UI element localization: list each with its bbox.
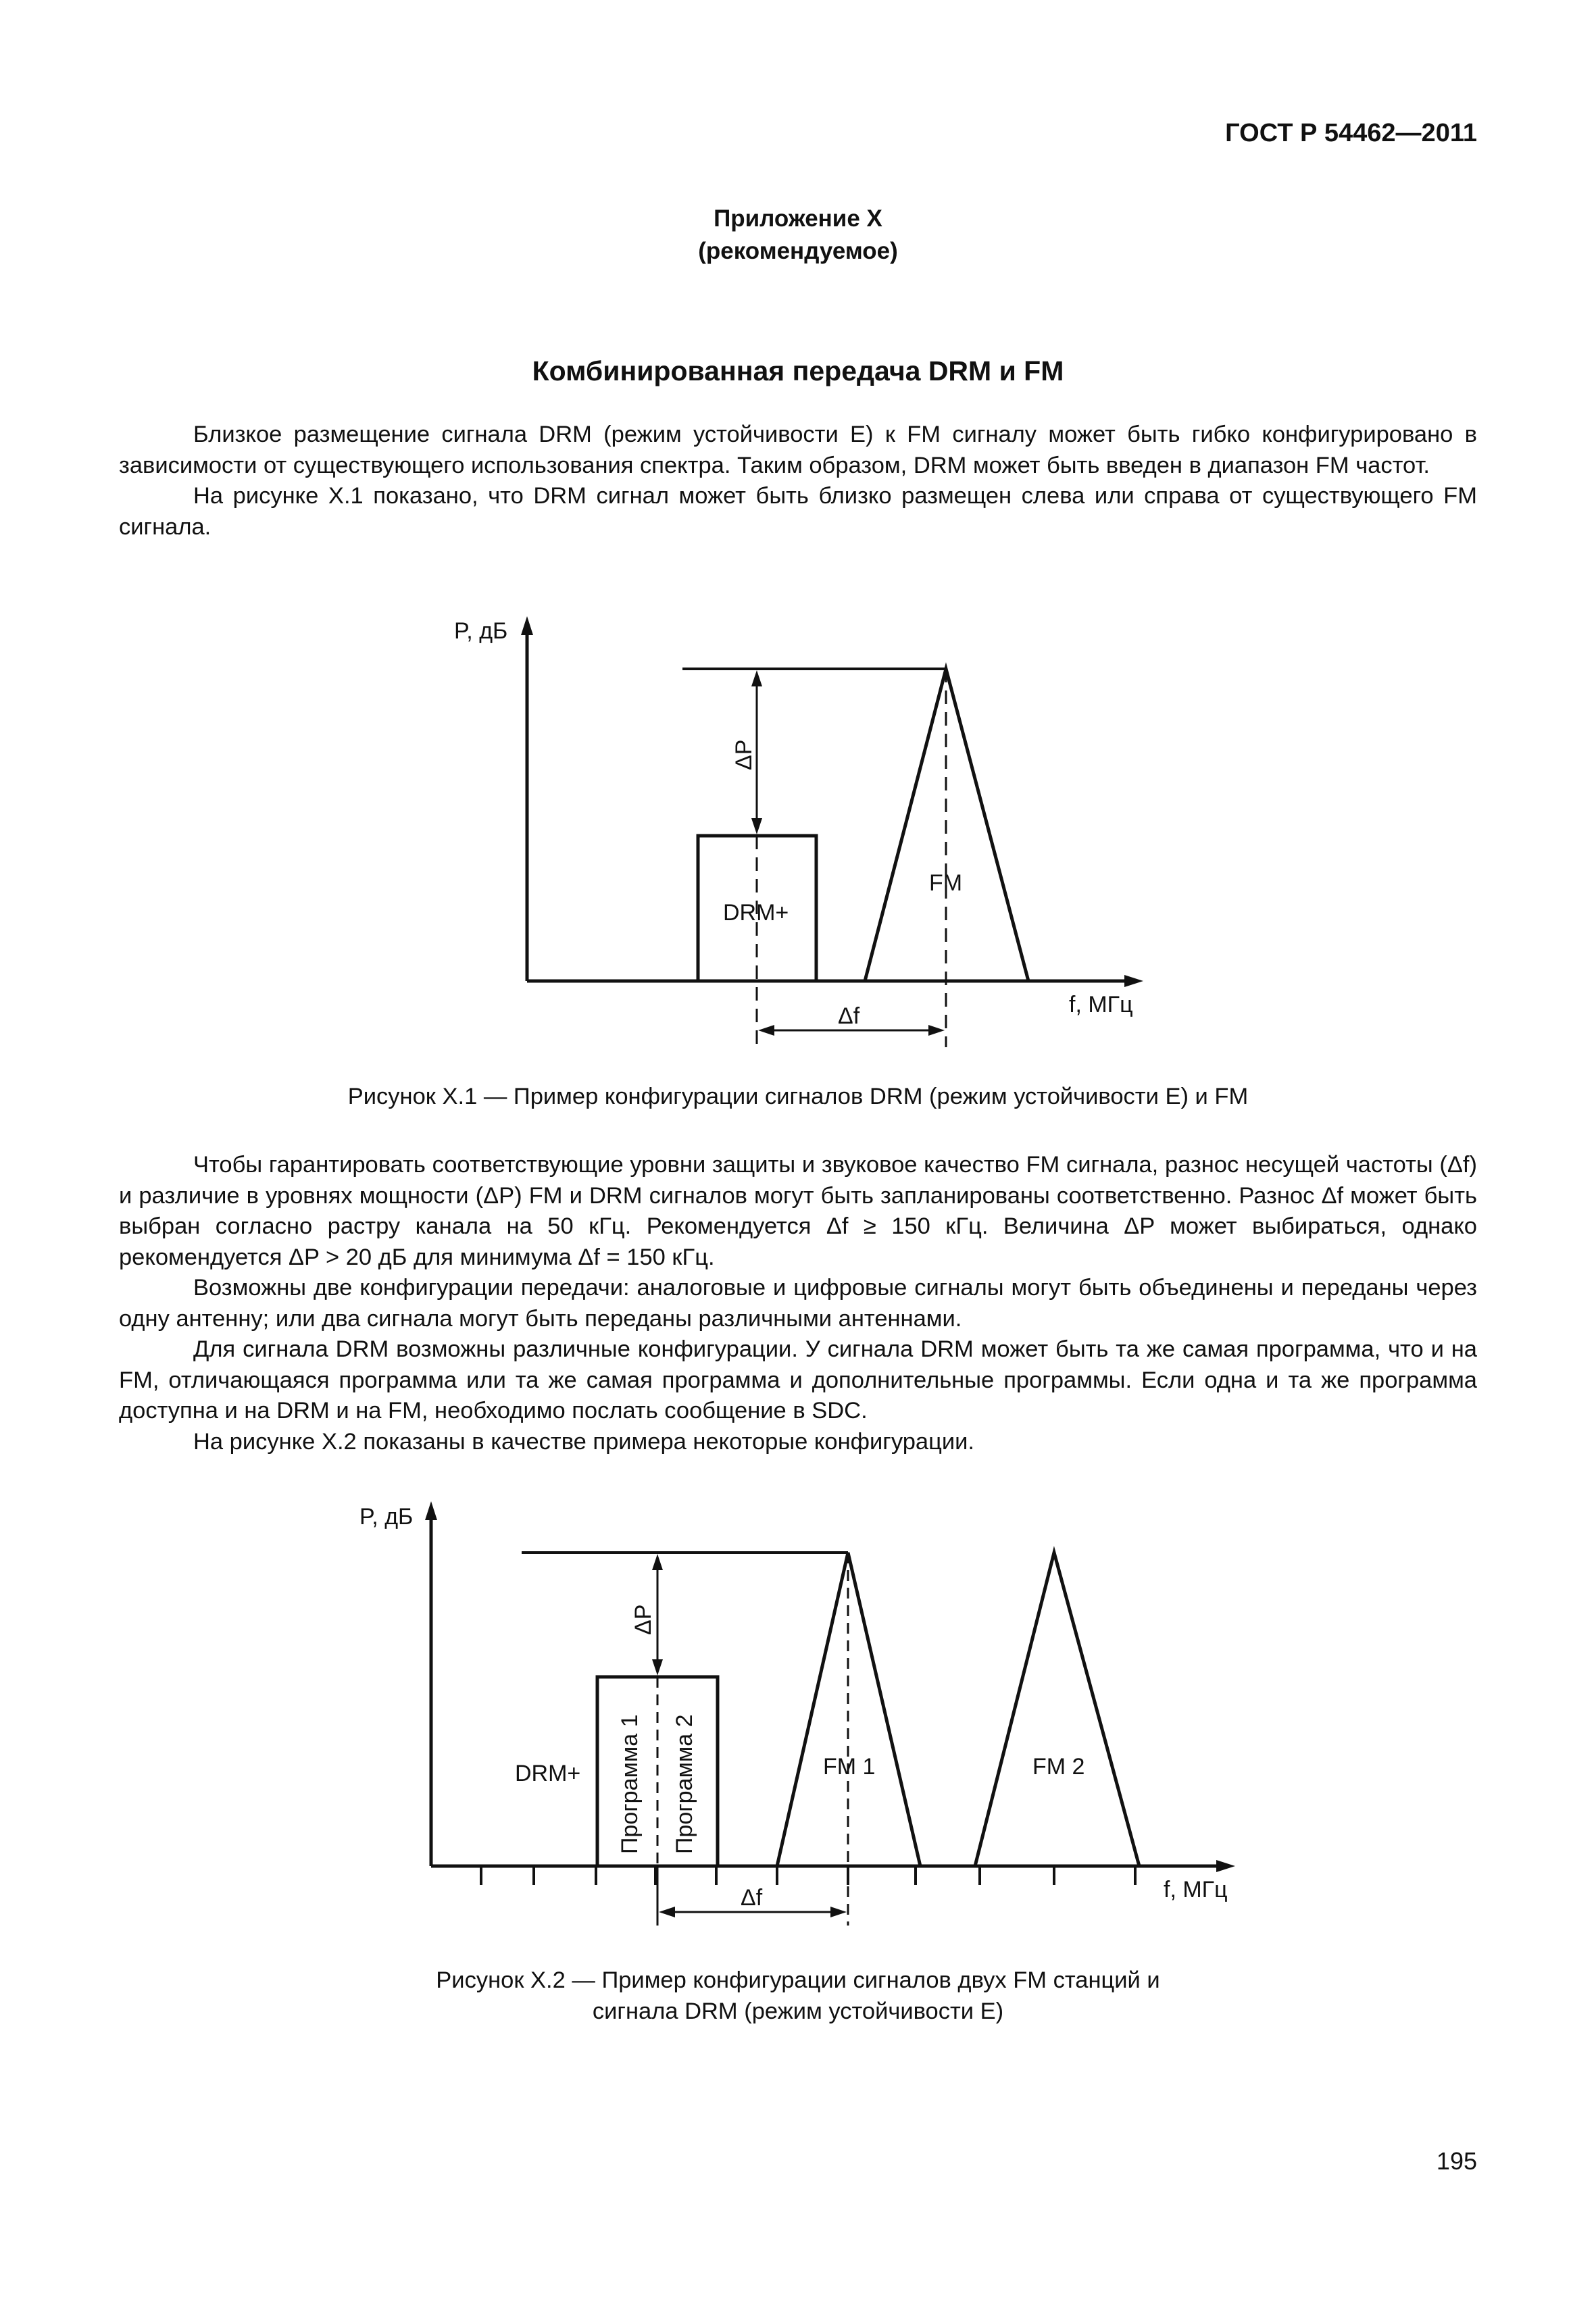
fig1-delta-p-label: ΔP	[731, 739, 757, 770]
fig1-y-axis-label: P, дБ	[454, 618, 508, 644]
fig2-delta-p-arrow-top	[652, 1554, 663, 1570]
fig2-fm2-triangle	[975, 1553, 1139, 1866]
paragraph: Возможны две конфигурации передачи: аналоговые и цифровые сигналы могут быть объединены и переданы через одну антенну; или два сигнала могут быть переданы различными антеннами.	[119, 1275, 1477, 1332]
fig2-delta-f-arrow-left	[659, 1907, 675, 1917]
fig2-delta-p-label: ΔP	[630, 1604, 656, 1635]
fig2-x-ticks	[481, 1866, 1135, 1885]
paragraph: На рисунке Х.1 показано, что DRM сигнал может быть близко размещен слева или справа от существующего FM сигнала.	[119, 483, 1477, 540]
section-title: Комбинированная передача DRM и FM	[532, 355, 1064, 386]
fig2-program1-label: Программа 1	[617, 1714, 643, 1854]
figure-2-caption-line2: сигнала DRM (режим устойчивости Е)	[592, 1998, 1004, 2024]
paragraph: Для сигнала DRM возможны различные конфигурации. У сигнала DRM может быть та же самая программа, что и на FM, отличающаяся программа или та же самая программа и дополнительные программы. Если одна и та же программа доступна и на DRM и на FM, необходимо послать сообщение в SDC.	[119, 1336, 1477, 1424]
fig2-program2-label: Программа 2	[672, 1714, 697, 1854]
paragraph: На рисунке Х.2 показаны в качестве примера некоторые конфигурации.	[193, 1428, 975, 1455]
fig2-delta-f-arrow-right	[830, 1907, 847, 1917]
paragraph: Чтобы гарантировать соответствующие уровни защиты и звуковое качество FM сигнала, разнос несущей частоты (Δf) и различие в уровнях мощности (ΔP) FM и DRM сигналов могут быть запланированы соответственно. Разнос Δf может быть выбран согласно растру канала на 50 кГц. Рекомендуется Δf ≥ 150 кГц. Величина ΔP может выбираться, однако рекомендуется ΔP > 20 дБ для минимума Δf = 150 кГц.	[119, 1152, 1477, 1270]
fig1-x-axis-label: f, МГц	[1069, 992, 1133, 1017]
fig2-y-arrow	[425, 1501, 437, 1520]
fig1-fm-label: FM	[929, 870, 963, 896]
figure-2-caption-line1: Рисунок Х.2 — Пример конфигурации сигналов двух FM станций и	[436, 1967, 1160, 1993]
annex-title: Приложение Х	[714, 205, 882, 232]
fig2-delta-f-label: Δf	[741, 1885, 763, 1911]
fig2-drm-label: DRM+	[515, 1761, 581, 1786]
fig1-delta-f-label: Δf	[838, 1003, 860, 1029]
fig2-fm1-label: FM 1	[823, 1754, 876, 1780]
standard-number: ГОСТ Р 54462—2011	[1225, 119, 1477, 147]
fig1-drm-label: DRM+	[723, 900, 789, 926]
figure-2-caption	[0, 1965, 1596, 2027]
fig2-x-arrow	[1216, 1860, 1235, 1872]
fig2-fm2-label: FM 2	[1032, 1754, 1085, 1780]
figure-1-caption: Рисунок Х.1 — Пример конфигурации сигналов DRM (режим устойчивости Е) и FM	[347, 1084, 1249, 1109]
fig2-x-axis-label: f, МГц	[1164, 1877, 1228, 1903]
fig2-y-axis-label: P, дБ	[359, 1504, 414, 1530]
paragraph: Близкое размещение сигнала DRM (режим устойчивости Е) к FM сигналу может быть гибко конфигурировано в зависимости от существующего использования спектра. Таким образом, DRM может быть введен в диапазон FM частот.	[119, 422, 1477, 478]
page-number: 195	[1436, 2147, 1477, 2175]
annex-status: (рекомендуемое)	[698, 238, 898, 264]
fig2-delta-p-arrow-bottom	[652, 1659, 663, 1676]
